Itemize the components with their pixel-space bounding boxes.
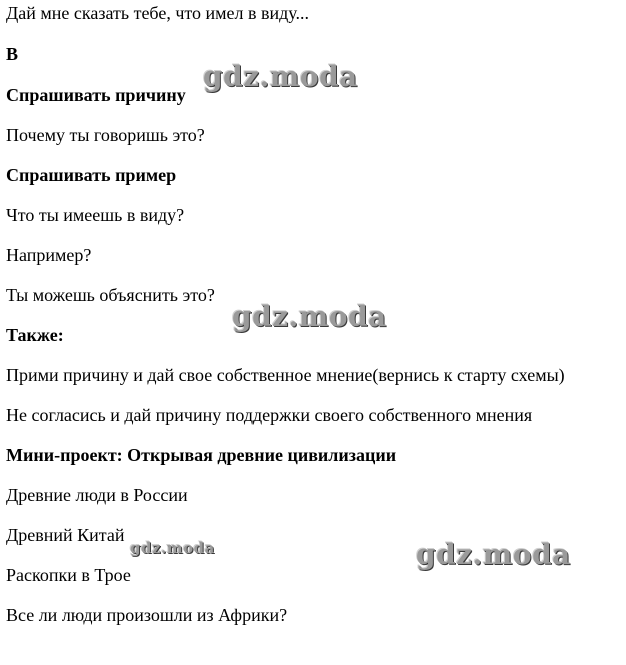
text-line-why: Почему ты говоришь это? — [6, 125, 205, 145]
text-line-accept-reason: Прими причину и дай свое собственное мнение(вернись к старту схемы) — [6, 365, 565, 385]
heading-ask-example: Спрашивать пример — [6, 165, 177, 185]
section-heading-b: B — [6, 44, 19, 64]
text-line-intro: Дай мне сказать тебе, что имел в виду... — [6, 3, 310, 23]
heading-mini-project: Мини-проект: Открывая древние цивилизации — [6, 445, 397, 465]
text-line-disagree: Не согласись и дай причину поддержки своего собственного мнения — [6, 405, 533, 425]
heading-also: Также: — [6, 325, 64, 345]
text-line-troy-excavations: Раскопки в Трое — [6, 565, 131, 585]
watermark-2: gdz.moda — [232, 300, 387, 333]
text-line-africa-origin: Все ли люди произошли из Африки? — [6, 605, 288, 625]
watermark-4: gdz.moda — [416, 538, 571, 571]
text-line-ancient-russia: Древние люди в России — [6, 485, 188, 505]
text-line-explain: Ты можешь объяснить это? — [6, 285, 215, 305]
text-line-what-mean: Что ты имеешь в виду? — [6, 205, 185, 225]
text-line-for-example: Например? — [6, 245, 92, 265]
text-line-ancient-china: Древний Китай — [6, 525, 125, 545]
watermark-1: gdz.moda — [203, 60, 358, 93]
watermark-3: gdz.moda — [130, 539, 215, 557]
heading-ask-reason: Спрашивать причину — [6, 85, 186, 105]
